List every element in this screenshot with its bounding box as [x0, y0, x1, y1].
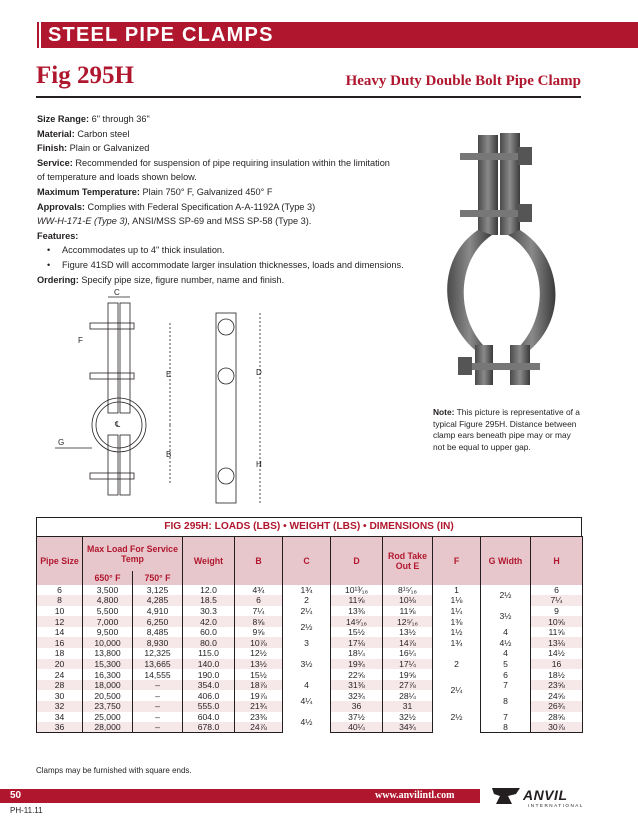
- cell-load-650: 20,500: [83, 690, 133, 701]
- feature-item: • Accommodates up to 4" thick insulation.: [47, 243, 407, 258]
- cell-weight: 140.0: [183, 659, 235, 670]
- cell-load-650: 3,500: [83, 585, 133, 596]
- dim-label-c: C: [114, 288, 120, 297]
- cell-b: 24⅞: [235, 722, 283, 733]
- cell-rod-takeout: 27⅞: [383, 680, 433, 691]
- col-650: 650° F: [83, 571, 133, 585]
- section-title: STEEL PIPE CLAMPS: [48, 24, 274, 46]
- dim-label-h: H: [256, 460, 262, 469]
- cell-rod-takeout: 16¼: [383, 648, 433, 659]
- cell-rod-takeout: 14⅞: [383, 637, 433, 648]
- dim-label-g: G: [58, 438, 65, 447]
- cell-d: 18¼: [331, 648, 383, 659]
- col-h: H: [531, 537, 583, 585]
- dim-label-b: B: [166, 450, 172, 459]
- col-b: B: [235, 537, 283, 585]
- banner-stripe: [39, 22, 41, 48]
- cell-b: 18⅞: [235, 680, 283, 691]
- cell-d: 32¾: [331, 690, 383, 701]
- cell-c: 4½: [283, 712, 331, 733]
- cell-g: 6: [481, 669, 531, 680]
- cell-load-650: 28,000: [83, 722, 133, 733]
- spec-ordering: Ordering: Specify pipe size, figure number, name and finish.: [37, 274, 285, 285]
- col-d: D: [331, 537, 383, 585]
- cell-b: 6: [235, 595, 283, 606]
- clamp-ear-drawing: [120, 435, 130, 495]
- spec-approvals-cont: WW-H-171-E (Type 3), ANSI/MSS SP-69 and MSS SP-58 (Type 3).: [37, 216, 312, 227]
- table-row: [37, 680, 583, 691]
- title-rule: [36, 96, 581, 98]
- cell-b: 12½: [235, 648, 283, 659]
- col-f: F: [433, 537, 481, 585]
- cell-c: 2¼: [283, 606, 331, 617]
- cell-load-650: 7,000: [83, 616, 133, 627]
- clamp-half: [447, 230, 492, 350]
- data-table: [36, 517, 582, 733]
- bolt-hole: [218, 368, 234, 384]
- clamp-ear: [478, 135, 498, 235]
- dim-label-d: D: [256, 368, 262, 377]
- cell-rod-takeout: 11⅝: [383, 606, 433, 617]
- cell-pipe-size: 8: [37, 595, 83, 606]
- cell-d: 10¹³⁄₁₆: [331, 585, 383, 596]
- table-row: [37, 712, 583, 723]
- cell-weight: 115.0: [183, 648, 235, 659]
- cell-f: 1⅜: [433, 616, 481, 627]
- clamp-ear-drawing: [120, 303, 130, 413]
- cell-pipe-size: 28: [37, 680, 83, 691]
- centerline-symbol: ℄: [115, 420, 121, 429]
- cell-load-750: –: [133, 701, 183, 712]
- cell-f: 1¼: [433, 606, 481, 617]
- bolt-hole: [218, 319, 234, 335]
- cell-c: 4¼: [283, 690, 331, 711]
- cell-h: 7¼: [531, 595, 583, 606]
- cell-c: 3½: [283, 648, 331, 680]
- cell-h: 14½: [531, 648, 583, 659]
- cell-load-750: 4,910: [133, 606, 183, 617]
- cell-load-650: 10,000: [83, 637, 133, 648]
- cell-pipe-size: 20: [37, 659, 83, 670]
- cell-rod-takeout: 34¾: [383, 722, 433, 733]
- cell-rod-takeout: 13½: [383, 627, 433, 638]
- cell-g: 4: [481, 627, 531, 638]
- cell-g: 8: [481, 690, 531, 711]
- cell-weight: 30.3: [183, 606, 235, 617]
- cell-rod-takeout: 12⁵⁄₁₆: [383, 616, 433, 627]
- cell-weight: 12.0: [183, 585, 235, 596]
- clamp-ear: [500, 133, 520, 235]
- cell-rod-takeout: 10⅛: [383, 595, 433, 606]
- cell-g: 8: [481, 722, 531, 733]
- table-row: [37, 585, 583, 596]
- col-c: C: [283, 537, 331, 585]
- cell-weight: 18.5: [183, 595, 235, 606]
- cell-load-750: 12,325: [133, 648, 183, 659]
- table-row: [37, 690, 583, 701]
- photo-note: Note: This picture is representative of a typical Figure 295H. Distance between clamp ears beneath pipe may or may not be equal to upper gap.: [433, 407, 580, 452]
- col-g: G Width: [481, 537, 531, 585]
- cell-c: 2½: [283, 616, 331, 637]
- spec-service-cont: of temperature and loads shown below.: [37, 172, 197, 183]
- cell-pipe-size: 18: [37, 648, 83, 659]
- cell-load-750: 14,555: [133, 669, 183, 680]
- cell-g: 4: [481, 648, 531, 659]
- col-weight: Weight: [183, 537, 235, 585]
- cell-d: 17⅛: [331, 637, 383, 648]
- cell-rod-takeout: 28¼: [383, 690, 433, 701]
- nut: [458, 357, 472, 375]
- nut: [518, 204, 532, 222]
- cell-g: 7: [481, 680, 531, 691]
- figure-title: Fig 295H: [36, 62, 134, 89]
- cell-b: 23⅜: [235, 712, 283, 723]
- cell-b: 7¼: [235, 606, 283, 617]
- cell-load-650: 5,500: [83, 606, 133, 617]
- cell-b: 4¾: [235, 585, 283, 596]
- cell-f: 2½: [433, 701, 481, 733]
- cell-b: 8⅝: [235, 616, 283, 627]
- cell-h: 6: [531, 585, 583, 596]
- clamp-ear-drawing: [108, 435, 118, 495]
- dim-label-e: E: [166, 370, 172, 379]
- cell-load-650: 4,800: [83, 595, 133, 606]
- table-row: [37, 606, 583, 617]
- cell-g: 7: [481, 712, 531, 723]
- table-title: FIG 295H: LOADS (LBS) • WEIGHT (LBS) • DIMENSIONS (IN): [36, 517, 582, 536]
- cell-g: 2½: [481, 585, 531, 606]
- cell-h: 26¾: [531, 701, 583, 712]
- cell-weight: 678.0: [183, 722, 235, 733]
- cell-pipe-size: 10: [37, 606, 83, 617]
- cell-g: 3½: [481, 606, 531, 627]
- cell-load-750: –: [133, 712, 183, 723]
- cell-weight: 555.0: [183, 701, 235, 712]
- front-view: [216, 313, 236, 503]
- spec-approvals: Approvals: Complies with Federal Specification A-A-1192A (Type 3): [37, 201, 316, 212]
- cell-f: 2¼: [433, 680, 481, 701]
- page-number: 50: [10, 790, 22, 801]
- clamp-half: [508, 230, 555, 350]
- bolt-hole: [218, 468, 234, 484]
- spec-block: [37, 112, 407, 287]
- cell-d: 40¼: [331, 722, 383, 733]
- cell-c: 3: [283, 637, 331, 648]
- cell-load-650: 18,000: [83, 680, 133, 691]
- bolt-drawing: [90, 323, 134, 329]
- cell-pipe-size: 34: [37, 712, 83, 723]
- cell-load-650: 15,300: [83, 659, 133, 670]
- cell-pipe-size: 14: [37, 627, 83, 638]
- cell-c: 1¾: [283, 585, 331, 596]
- website-link[interactable]: www.anvilintl.com: [375, 790, 455, 801]
- logo-wordmark: ANVIL: [523, 787, 568, 803]
- cell-load-750: 8,485: [133, 627, 183, 638]
- spec-max-temp: Maximum Temperature: Plain 750° F, Galvanized 450° F: [37, 186, 273, 197]
- cell-load-650: 16,300: [83, 669, 133, 680]
- cell-weight: 42.0: [183, 616, 235, 627]
- cell-c: 2: [283, 595, 331, 606]
- cell-load-650: 25,000: [83, 712, 133, 723]
- cell-weight: 80.0: [183, 637, 235, 648]
- cell-weight: 604.0: [183, 712, 235, 723]
- cell-pipe-size: 24: [37, 669, 83, 680]
- spec-features-label: Features:: [37, 230, 79, 241]
- cell-pipe-size: 30: [37, 690, 83, 701]
- cell-rod-takeout: 32½: [383, 712, 433, 723]
- table-row: [37, 637, 583, 648]
- cell-h: 28⅝: [531, 712, 583, 723]
- cell-load-750: –: [133, 680, 183, 691]
- cell-load-750: 13,665: [133, 659, 183, 670]
- cell-b: 15½: [235, 669, 283, 680]
- cell-load-650: 9,500: [83, 627, 133, 638]
- cell-b: 10⅞: [235, 637, 283, 648]
- col-750: 750° F: [133, 571, 183, 585]
- cell-rod-takeout: 17¼: [383, 659, 433, 670]
- clamp-ear-drawing: [108, 303, 118, 413]
- cell-b: 9⅝: [235, 627, 283, 638]
- cell-h: 18½: [531, 669, 583, 680]
- cell-b: 19⅞: [235, 690, 283, 701]
- cell-d: 14⁵⁄₁₆: [331, 616, 383, 627]
- cell-f: 1¾: [433, 637, 481, 648]
- cell-weight: 406.0: [183, 690, 235, 701]
- cell-pipe-size: 16: [37, 637, 83, 648]
- features-list: [47, 243, 407, 272]
- cell-d: 13⅜: [331, 606, 383, 617]
- cell-f: 2: [433, 648, 481, 680]
- cell-rod-takeout: 19⅝: [383, 669, 433, 680]
- cell-h: 30⅞: [531, 722, 583, 733]
- cell-d: 19¾: [331, 659, 383, 670]
- cell-d: 15½: [331, 627, 383, 638]
- cell-weight: 60.0: [183, 627, 235, 638]
- cell-h: 23⅝: [531, 680, 583, 691]
- cell-h: 10⅝: [531, 616, 583, 627]
- banner-stripe: [33, 22, 37, 48]
- cell-load-750: 4,285: [133, 595, 183, 606]
- cell-h: 9: [531, 606, 583, 617]
- cell-weight: 354.0: [183, 680, 235, 691]
- col-pipe-size: Pipe Size: [37, 537, 83, 585]
- cell-rod-takeout: 31: [383, 701, 433, 712]
- cell-rod-takeout: 8¹⁵⁄₁₆: [383, 585, 433, 596]
- cell-d: 22⅝: [331, 669, 383, 680]
- cell-f: 1½: [433, 627, 481, 638]
- spec-size-range: Size Range: 6" through 36": [37, 114, 150, 124]
- cell-d: 11⅝: [331, 595, 383, 606]
- spec-service: Service: Recommended for suspension of pipe requiring insulation within the limitation: [37, 157, 390, 168]
- cell-b: 13½: [235, 659, 283, 670]
- cell-weight: 190.0: [183, 669, 235, 680]
- spec-material: Material: Carbon steel: [37, 128, 130, 139]
- figure-subtitle: Heavy Duty Double Bolt Pipe Clamp: [345, 73, 581, 89]
- cell-load-750: 3,125: [133, 585, 183, 596]
- cell-h: 13⅛: [531, 637, 583, 648]
- cell-load-750: –: [133, 690, 183, 701]
- nut: [518, 147, 532, 165]
- cell-pipe-size: 32: [37, 701, 83, 712]
- spec-finish: Finish: Plain or Galvanized: [37, 143, 150, 154]
- bolt-drawing: [90, 373, 134, 379]
- col-rod: Rod Take Out E: [383, 537, 433, 585]
- dim-label-f: F: [78, 336, 83, 345]
- cell-load-650: 23,750: [83, 701, 133, 712]
- cell-d: 31⅜: [331, 680, 383, 691]
- table-body: [37, 585, 583, 733]
- cell-pipe-size: 6: [37, 585, 83, 596]
- cell-h: 24⅝: [531, 690, 583, 701]
- cell-g: 5: [481, 659, 531, 670]
- cell-g: 4½: [481, 637, 531, 648]
- feature-item: • Figure 41SD will accommodate larger insulation thicknesses, loads and dimensions.: [47, 258, 407, 273]
- cell-b: 21¾: [235, 701, 283, 712]
- page-code: PH-11.11: [10, 806, 43, 815]
- cell-h: 11⅝: [531, 627, 583, 638]
- cell-c: 4: [283, 680, 331, 691]
- cell-d: 36: [331, 701, 383, 712]
- bolt-drawing: [90, 473, 134, 479]
- cell-load-750: 8,930: [133, 637, 183, 648]
- cell-load-750: 6,250: [133, 616, 183, 627]
- cell-load-650: 13,800: [83, 648, 133, 659]
- col-max-load: Max Load For Service Temp: [83, 537, 183, 571]
- product-photo: [430, 125, 580, 390]
- cell-f: 1⅛: [433, 595, 481, 606]
- table-note: Clamps may be furnished with square ends.: [36, 766, 192, 775]
- cell-h: 16: [531, 659, 583, 670]
- cell-f: 1: [433, 585, 481, 596]
- table-row: [37, 648, 583, 659]
- cell-pipe-size: 12: [37, 616, 83, 627]
- logo-subtext: INTERNATIONAL: [528, 803, 584, 808]
- cell-load-750: –: [133, 722, 183, 733]
- cell-pipe-size: 36: [37, 722, 83, 733]
- technical-drawing: [50, 285, 280, 510]
- cell-d: 37½: [331, 712, 383, 723]
